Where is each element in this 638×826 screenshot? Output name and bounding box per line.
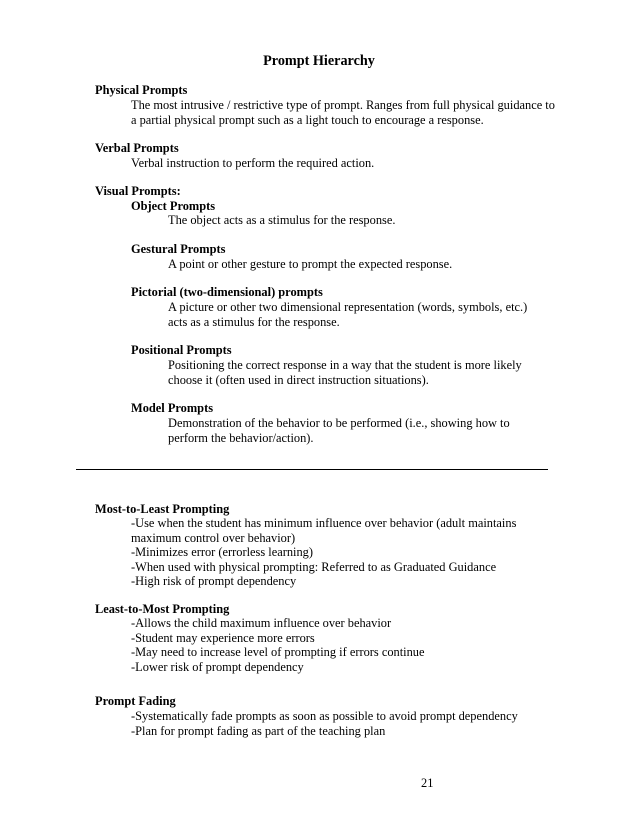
- model-prompts-heading: Model Prompts: [131, 401, 214, 415]
- text-line: The most intrusive / restrictive type of prompt. Ranges from full physical guidance to: [131, 98, 555, 112]
- verbal-prompts-text: [131, 156, 571, 171]
- page-number: 21: [421, 776, 434, 790]
- text-line: perform the behavior/action).: [168, 430, 314, 445]
- list-item: -When used with physical prompting: Referred to as Graduated Guidance: [131, 559, 497, 574]
- text-line: A point or other gesture to prompt the expected response.: [168, 257, 453, 271]
- physical-prompts-heading: Physical Prompts: [95, 83, 188, 97]
- list-item: -Lower risk of prompt dependency: [131, 659, 304, 674]
- text-line: Verbal instruction to perform the required action.: [131, 156, 375, 170]
- text-line: Positioning the correct response in a way that the student is more likely: [168, 358, 522, 372]
- list-item: -Plan for prompt fading as part of the teaching plan: [131, 723, 386, 738]
- list-item: -Minimizes error (errorless learning): [131, 545, 313, 560]
- horizontal-divider: [76, 469, 548, 470]
- page-title: Prompt Hierarchy: [263, 53, 375, 69]
- least-to-most-heading: Least-to-Most Prompting: [95, 602, 230, 616]
- text-line: The object acts as a stimulus for the response.: [168, 213, 396, 227]
- prompt-fading-heading: Prompt Fading: [95, 694, 176, 708]
- object-prompts-heading: Object Prompts: [131, 199, 216, 213]
- gestural-prompts-heading: Gestural Prompts: [131, 242, 226, 256]
- list-item: -High risk of prompt dependency: [131, 574, 297, 589]
- text-line: choose it (often used in direct instruction situations).: [168, 372, 429, 387]
- list-item: -Systematically fade prompts as soon as possible to avoid prompt dependency: [131, 709, 518, 723]
- physical-prompts-text: [131, 98, 571, 127]
- list-item: -Allows the child maximum influence over behavior: [131, 616, 392, 630]
- text-line: acts as a stimulus for the response.: [168, 314, 340, 329]
- text-line: a partial physical prompt such as a light touch to encourage a response.: [131, 112, 484, 127]
- text-line: A picture or other two dimensional representation (words, symbols, etc.): [168, 300, 528, 314]
- visual-prompts-heading: Visual Prompts:: [95, 184, 181, 198]
- gestural-prompts-text: [168, 257, 548, 272]
- prompt-fading-list: [131, 709, 571, 738]
- pictorial-prompts-text: [168, 300, 548, 329]
- positional-prompts-heading: Positional Prompts: [131, 343, 232, 357]
- pictorial-prompts-heading: Pictorial (two-dimensional) prompts: [131, 285, 323, 299]
- list-item: -Student may experience more errors: [131, 630, 315, 645]
- object-prompts-text: [168, 213, 548, 228]
- positional-prompts-text: [168, 358, 548, 387]
- most-to-least-list: [131, 516, 571, 589]
- most-to-least-heading: Most-to-Least Prompting: [95, 502, 230, 516]
- list-item: -May need to increase level of prompting if errors continue: [131, 645, 425, 660]
- least-to-most-list: [131, 616, 571, 674]
- list-item: maximum control over behavior): [131, 530, 296, 545]
- verbal-prompts-heading: Verbal Prompts: [95, 141, 179, 155]
- model-prompts-text: [168, 416, 548, 445]
- text-line: Demonstration of the behavior to be performed (i.e., showing how to: [168, 416, 510, 430]
- list-item: -Use when the student has minimum influence over behavior (adult maintains: [131, 516, 517, 530]
